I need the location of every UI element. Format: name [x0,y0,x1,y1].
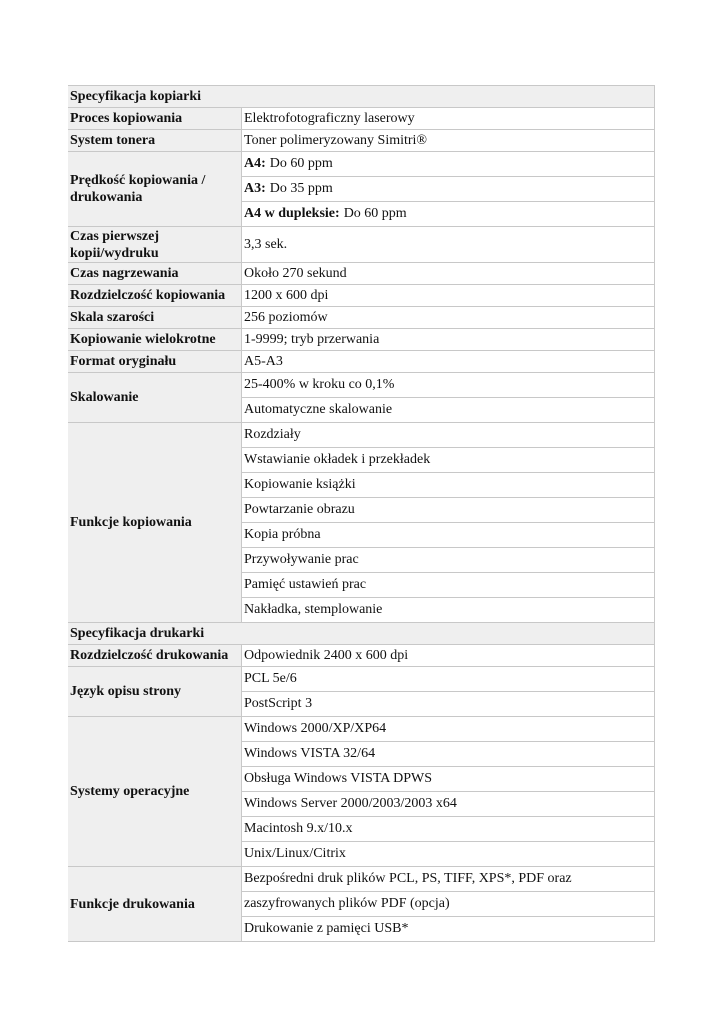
row-label: Funkcje kopiowania [68,422,241,622]
row-values [241,129,655,151]
row-values [241,666,655,716]
row-values [241,306,655,328]
row-values [241,372,655,422]
table-row [68,350,655,372]
row-value: 1200 x 600 dpi [241,284,655,306]
printer-section-title: Specyfikacja drukarki [68,622,655,644]
table-row [68,129,655,151]
table-row [68,644,655,666]
row-label: Rozdzielczość kopiowania [68,284,241,306]
row-value: Windows Server 2000/2003/2003 x64 [241,791,655,816]
row-label: Format oryginału [68,350,241,372]
row-value: Nakładka, stemplowanie [241,597,655,622]
row-values [241,350,655,372]
row-values [241,262,655,284]
row-value: Rozdziały [241,422,655,447]
row-values [241,644,655,666]
row-label: Czas pierwszej kopii/wydruku [68,226,241,262]
copier-rows [68,107,655,622]
row-value: A5-A3 [241,350,655,372]
row-value: Windows 2000/XP/XP64 [241,716,655,741]
row-value: Bezpośredni druk plików PCL, PS, TIFF, XPS*, PDF oraz [241,866,655,891]
row-value: Elektrofotograficzny laserowy [241,107,655,129]
table-row [68,151,655,226]
table-row [68,716,655,866]
row-values [241,422,655,622]
table-row [68,328,655,350]
row-value: PCL 5e/6 [241,666,655,691]
row-values [241,284,655,306]
row-label: Język opisu strony [68,666,241,716]
row-value: Kopiowanie książki [241,472,655,497]
row-value: Windows VISTA 32/64 [241,741,655,766]
row-value: Wstawianie okładek i przekładek [241,447,655,472]
row-value: 256 poziomów [241,306,655,328]
copier-section-title: Specyfikacja kopiarki [68,85,655,107]
row-label: Prędkość kopiowania / drukowania [68,151,241,226]
table-row [68,226,655,262]
table-row [68,284,655,306]
row-label: Funkcje drukowania [68,866,241,941]
row-values [241,328,655,350]
table-row [68,107,655,129]
row-label: System tonera [68,129,241,151]
table-row [68,666,655,716]
row-values [241,866,655,941]
row-value: Drukowanie z pamięci USB* [241,916,655,941]
row-value: Unix/Linux/Citrix [241,841,655,866]
row-values [241,716,655,866]
row-value: Pamięć ustawień prac [241,572,655,597]
table-row [68,262,655,284]
row-value: Kopia próbna [241,522,655,547]
row-value: Toner polimeryzowany Simitri® [241,129,655,151]
row-value: A4: Do 60 ppm [241,151,655,176]
row-value: 3,3 sek. [241,226,655,262]
row-value: Około 270 sekund [241,262,655,284]
table-row [68,866,655,941]
spec-table [68,85,655,942]
row-value: 1-9999; tryb przerwania [241,328,655,350]
row-value: Przywoływanie prac [241,547,655,572]
row-value: PostScript 3 [241,691,655,716]
row-value: Obsługa Windows VISTA DPWS [241,766,655,791]
row-value: A4 w dupleksie: Do 60 ppm [241,201,655,226]
row-value: Powtarzanie obrazu [241,497,655,522]
row-value: Automatyczne skalowanie [241,397,655,422]
row-label: Rozdzielczość drukowania [68,644,241,666]
row-label: Systemy operacyjne [68,716,241,866]
printer-rows [68,644,655,942]
table-row [68,372,655,422]
row-values [241,226,655,262]
row-value: Odpowiednik 2400 x 600 dpi [241,644,655,666]
row-value: 25-400% w kroku co 0,1% [241,372,655,397]
row-values [241,107,655,129]
table-row [68,422,655,622]
row-value: Macintosh 9.x/10.x [241,816,655,841]
row-label: Skala szarości [68,306,241,328]
table-row [68,306,655,328]
row-value: A3: Do 35 ppm [241,176,655,201]
row-label: Skalowanie [68,372,241,422]
row-value: zaszyfrowanych plików PDF (opcja) [241,891,655,916]
row-values [241,151,655,226]
row-label: Kopiowanie wielokrotne [68,328,241,350]
row-label: Proces kopiowania [68,107,241,129]
row-label: Czas nagrzewania [68,262,241,284]
